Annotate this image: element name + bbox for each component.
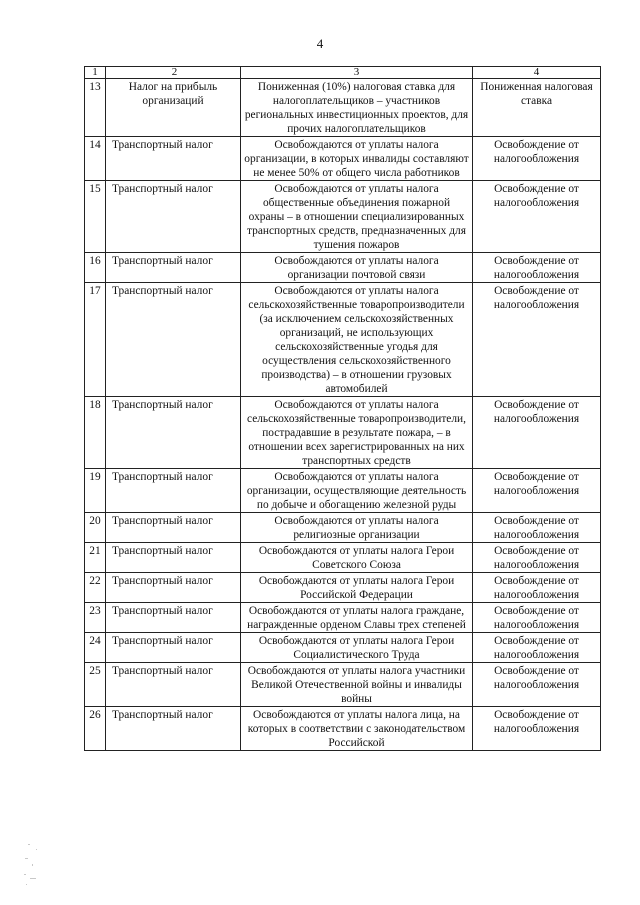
benefit-type: Освобождение от налогообложения xyxy=(473,137,601,181)
column-number-3: 3 xyxy=(241,67,473,79)
tax-benefits-table xyxy=(84,66,601,751)
row-number: 19 xyxy=(85,469,106,513)
table-row xyxy=(85,283,601,397)
tax-name: Транспортный налог xyxy=(106,181,241,253)
table-row xyxy=(85,707,601,751)
row-number: 25 xyxy=(85,663,106,707)
row-number: 23 xyxy=(85,603,106,633)
benefit-description: Освобождаются от уплаты налога организации, в которых инвалиды составляют не менее 50% от общего числа работников xyxy=(241,137,473,181)
tax-name: Транспортный налог xyxy=(106,633,241,663)
benefit-description: Освобождаются от уплаты налога организации почтовой связи xyxy=(241,253,473,283)
row-number: 18 xyxy=(85,397,106,469)
scan-artifact xyxy=(22,840,52,890)
benefit-description: Пониженная (10%) налоговая ставка для налогоплательщиков – участников региональных инвестиционных проектов, для прочих налогоплательщиков xyxy=(241,79,473,137)
benefit-type: Пониженная налоговая ставка xyxy=(473,79,601,137)
benefit-description: Освобождаются от уплаты налога Герои Российской Федерации xyxy=(241,573,473,603)
table-row xyxy=(85,469,601,513)
row-number: 13 xyxy=(85,79,106,137)
benefit-type: Освобождение от налогообложения xyxy=(473,543,601,573)
row-number: 22 xyxy=(85,573,106,603)
benefit-type: Освобождение от налогообложения xyxy=(473,707,601,751)
table-row xyxy=(85,253,601,283)
benefit-type: Освобождение от налогообложения xyxy=(473,573,601,603)
table-header-row xyxy=(85,67,601,79)
row-number: 26 xyxy=(85,707,106,751)
benefit-type: Освобождение от налогообложения xyxy=(473,181,601,253)
column-number-1: 1 xyxy=(85,67,106,79)
tax-name: Налог на прибыль организаций xyxy=(106,79,241,137)
benefit-type: Освобождение от налогообложения xyxy=(473,283,601,397)
row-number: 15 xyxy=(85,181,106,253)
row-number: 14 xyxy=(85,137,106,181)
table-row xyxy=(85,137,601,181)
benefit-description: Освобождаются от уплаты налога общественные объединения пожарной охраны – в отношении специализированных транспортных средств, предназначенных для тушения пожаров xyxy=(241,181,473,253)
benefit-type: Освобождение от налогообложения xyxy=(473,603,601,633)
tax-name: Транспортный налог xyxy=(106,707,241,751)
benefit-description: Освобождаются от уплаты налога организации, осуществляющие деятельность по добыче и обогащению железной руды xyxy=(241,469,473,513)
benefit-type: Освобождение от налогообложения xyxy=(473,469,601,513)
table-row xyxy=(85,79,601,137)
tax-name: Транспортный налог xyxy=(106,573,241,603)
benefit-description: Освобождаются от уплаты налога сельскохозяйственные товаропроизводители, пострадавшие в результате пожара, – в отношении всех зарегистрированных на них транспортных средств xyxy=(241,397,473,469)
benefit-description: Освобождаются от уплаты налога Герои Советского Союза xyxy=(241,543,473,573)
tax-name: Транспортный налог xyxy=(106,513,241,543)
row-number: 17 xyxy=(85,283,106,397)
table-row xyxy=(85,513,601,543)
benefit-type: Освобождение от налогообложения xyxy=(473,633,601,663)
tax-name: Транспортный налог xyxy=(106,397,241,469)
table-row xyxy=(85,573,601,603)
row-number: 20 xyxy=(85,513,106,543)
benefit-description: Освобождаются от уплаты налога Герои Социалистического Труда xyxy=(241,633,473,663)
benefit-description: Освобождаются от уплаты налога лица, на которых в соответствии с законодательством Российской xyxy=(241,707,473,751)
tax-name: Транспортный налог xyxy=(106,137,241,181)
tax-name: Транспортный налог xyxy=(106,603,241,633)
tax-name: Транспортный налог xyxy=(106,469,241,513)
table-row xyxy=(85,397,601,469)
benefit-description: Освобождаются от уплаты налога участники Великой Отечественной войны и инвалиды войны xyxy=(241,663,473,707)
benefit-type: Освобождение от налогообложения xyxy=(473,663,601,707)
row-number: 21 xyxy=(85,543,106,573)
benefit-description: Освобождаются от уплаты налога сельскохозяйственные товаропроизводители (за исключением сельскохозяйственных организаций, не использующих сельскохозяйственные угодья для осуществления сельскохозяйственного производства) – в отношении грузовых автомобилей xyxy=(241,283,473,397)
table-row xyxy=(85,663,601,707)
tax-name: Транспортный налог xyxy=(106,663,241,707)
row-number: 24 xyxy=(85,633,106,663)
table-row xyxy=(85,603,601,633)
table-row xyxy=(85,543,601,573)
tax-name: Транспортный налог xyxy=(106,543,241,573)
benefit-description: Освобождаются от уплаты налога религиозные организации xyxy=(241,513,473,543)
tax-name: Транспортный налог xyxy=(106,283,241,397)
page-number: 4 xyxy=(316,36,324,51)
benefit-type: Освобождение от налогообложения xyxy=(473,513,601,543)
benefit-type: Освобождение от налогообложения xyxy=(473,397,601,469)
tax-name: Транспортный налог xyxy=(106,253,241,283)
benefit-type: Освобождение от налогообложения xyxy=(473,253,601,283)
table-row xyxy=(85,181,601,253)
table-row xyxy=(85,633,601,663)
row-number: 16 xyxy=(85,253,106,283)
column-number-4: 4 xyxy=(473,67,601,79)
benefit-description: Освобождаются от уплаты налога граждане, награжденные орденом Славы трех степеней xyxy=(241,603,473,633)
column-number-2: 2 xyxy=(106,67,241,79)
